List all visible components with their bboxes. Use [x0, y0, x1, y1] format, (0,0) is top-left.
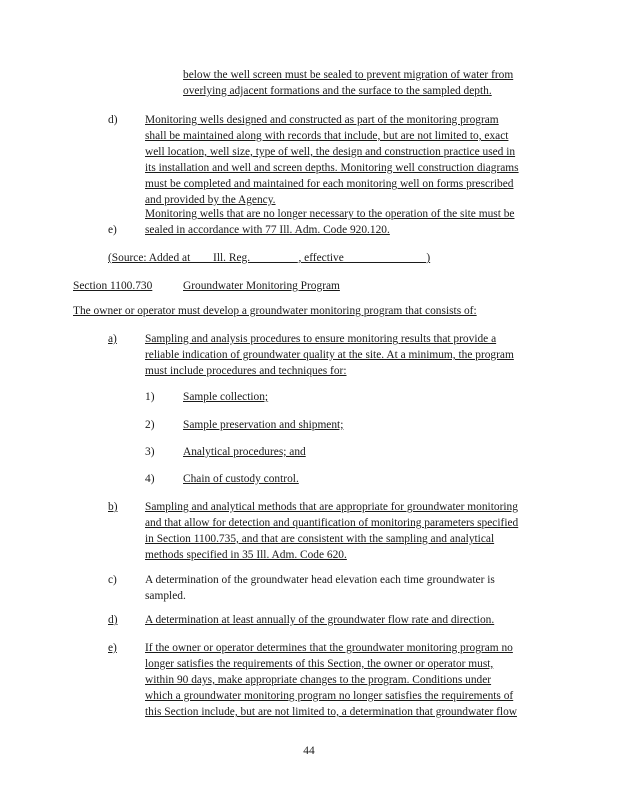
text-line: Monitoring wells designed and constructed as part of the monitoring program	[145, 114, 499, 126]
text-line: well location, well size, type of well, the design and construction practice used in	[145, 146, 516, 158]
item-label: d)	[108, 614, 118, 626]
text-line: must include procedures and techniques for:	[145, 365, 347, 377]
sub-item-number: 4)	[145, 473, 155, 485]
section-title: Groundwater Monitoring Program	[183, 280, 340, 292]
text-line: reliable indication of groundwater quality at the site. At a minimum, the program	[145, 349, 514, 361]
text-line: sealed in accordance with 77 Ill. Adm. Code 920.120.	[145, 224, 390, 236]
text-line: If the owner or operator determines that the groundwater monitoring program no	[145, 642, 513, 654]
text-line: and that allow for detection and quantification of monitoring parameters specified	[145, 517, 519, 529]
text-line: methods specified in 35 Ill. Adm. Code 620.	[145, 549, 347, 561]
sub-item-text: Analytical procedures; and	[183, 446, 306, 458]
source-note: (Source: Added at ___ Ill. Reg. ________, effective ______________)	[108, 252, 431, 264]
sub-item-number: 2)	[145, 419, 155, 431]
text-line: which a groundwater monitoring program no longer satisfies the requirements of	[145, 690, 514, 702]
text-line: shall be maintained along with records that include, but are not limited to, exact	[145, 130, 509, 142]
text-line: within 90 days, make appropriate changes to the program. Conditions under	[145, 674, 492, 686]
text-line: sampled.	[145, 590, 186, 602]
intro-text: The owner or operator must develop a groundwater monitoring program that consists of:	[73, 305, 477, 317]
text-segment: A determination of the groundwater head elevation each time groundwater is	[145, 574, 495, 586]
text-line: below the well screen must be sealed to prevent migration of water from	[183, 69, 514, 81]
item-label: e)	[108, 642, 117, 654]
item-label: d)	[108, 114, 118, 126]
text-line: this Section include, but are not limited to, a determination that groundwater flow	[145, 706, 518, 718]
text-line: longer satisfies the requirements of this Section, the owner or operator must,	[145, 658, 494, 670]
sub-item-text: Sample preservation and shipment;	[183, 419, 344, 431]
item-label: b)	[108, 501, 118, 513]
text-line: in Section 1100.735, and that are consistent with the sampling and analytical	[145, 533, 495, 545]
text-line: Sampling and analytical methods that are appropriate for groundwater monitoring	[145, 501, 518, 513]
section-number: Section 1100.730	[73, 280, 153, 292]
item-label: c)	[108, 574, 117, 586]
text-line	[145, 572, 495, 588]
text-line: Monitoring wells that are no longer necessary to the operation of the site must be	[145, 208, 515, 220]
item-label: e)	[108, 224, 117, 236]
item-label: a)	[108, 333, 117, 345]
sub-item-text: Chain of custody control.	[183, 473, 299, 485]
text-line: Sampling and analysis procedures to ensure monitoring results that provide a	[145, 333, 497, 345]
text-line: must be completed and maintained for each monitoring well on forms prescribed	[145, 178, 514, 190]
text-line: its installation and well and screen depths. Monitoring well construction diagrams	[145, 162, 519, 174]
sub-item-text: Sample collection;	[183, 391, 269, 403]
sub-item-number: 1)	[145, 391, 155, 403]
text-line: and provided by the Agency.	[145, 194, 276, 206]
text-line: A determination at least annually of the groundwater flow rate and direction.	[145, 614, 495, 626]
sub-item-number: 3)	[145, 446, 155, 458]
text-line: overlying adjacent formations and the surface to the sampled depth.	[183, 85, 492, 97]
page-number: 44	[303, 745, 315, 757]
